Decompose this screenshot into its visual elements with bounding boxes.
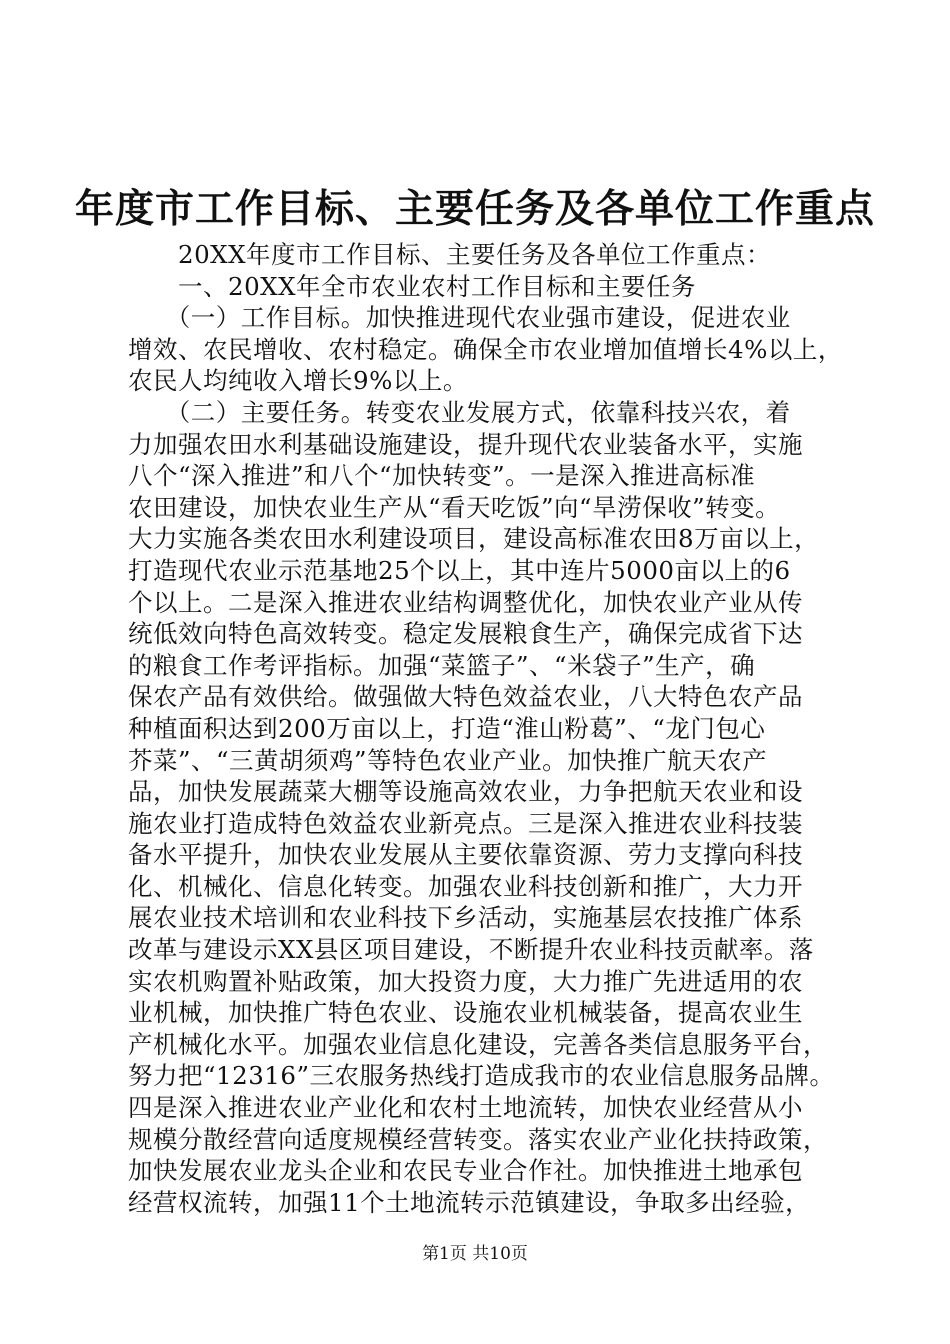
document-body <box>128 239 844 1218</box>
body-text-line: 产机械化水平。加强农业信息化建设，完善各类信息服务平台， <box>128 1029 828 1059</box>
body-text-line: 个以上。二是深入推进农业结构调整优化，加快农业产业从传 <box>128 587 803 617</box>
body-text-line: 四是深入推进农业产业化和农村土地流转，加快农业经营从小 <box>128 1093 803 1123</box>
body-text-line: 20XX年度市工作目标、主要任务及各单位工作重点： <box>128 240 772 269</box>
body-text-line: 种植面积达到200万亩以上，打造“淮山粉葛”、“龙门包心 <box>128 713 766 743</box>
body-text-line: 备水平提升，加快农业发展从主要依靠资源、劳力支撑向科技 <box>128 840 803 870</box>
body-text-line: 改革与建设示XX县区项目建设，不断提升农业科技贡献率。落 <box>128 935 814 965</box>
body-text-line: 农民人均纯收入增长9%以上。 <box>128 366 468 396</box>
body-text-line: 规模分散经营向适度规模经营转变。落实农业产业化扶持政策， <box>128 1124 828 1154</box>
body-text-line: 一、20XX年全市农业农村工作目标和主要任务 <box>128 271 697 301</box>
body-text-line: 品，加快发展蔬菜大棚等设施高效农业，力争把航天农业和设 <box>128 777 803 807</box>
body-text-line: 打造现代农业示范基地25个以上，其中连片5000亩以上的6 <box>128 555 791 585</box>
body-text-line: 化、机械化、信息化转变。加强农业科技创新和推广，大力开 <box>128 871 803 901</box>
document-title: 年度市工作目标、主要任务及各单位工作重点 <box>74 186 875 232</box>
body-text-line: 增效、农民增收、农村稳定。确保全市农业增加值增长4%以上， <box>128 334 843 364</box>
body-text-line: 业机械，加快推广特色农业、设施农业机械装备，提高农业生 <box>128 998 803 1028</box>
page-number-footer: 第1页 共10页 <box>422 1244 528 1264</box>
body-text-line: 努力把“12316”三农服务热线打造成我市的农业信息服务品牌。 <box>128 1061 835 1091</box>
body-text-line: 大力实施各类农田水利建设项目，建设高标准农田8万亩以上， <box>128 524 820 554</box>
body-text-line: 施农业打造成特色效益农业新亮点。三是深入推进农业科技装 <box>128 808 803 838</box>
body-text-line: 展农业技术培训和农业科技下乡活动，实施基层农技推广体系 <box>128 903 803 933</box>
body-text-line: （二）主要任务。转变农业发展方式，依靠科技兴农，着 <box>128 397 791 427</box>
body-text-line: 八个“深入推进”和八个“加快转变”。一是深入推进高标准 <box>128 461 756 491</box>
body-text-line: 统低效向特色高效转变。稳定发展粮食生产，确保完成省下达 <box>128 619 803 649</box>
body-text-line: 芥菜”、“三黄胡须鸡”等特色农业产业。加快推广航天农产 <box>128 745 768 775</box>
body-text-line: 力加强农田水利基础设施建设，提升现代农业装备水平，实施 <box>128 429 803 459</box>
body-text-line: 的粮食工作考评指标。加强“菜篮子”、“米袋子”生产，确 <box>128 650 756 680</box>
body-text-line: 加快发展农业龙头企业和农民专业合作社。加快推进土地承包 <box>128 1156 803 1186</box>
body-text-line: 农田建设，加快农业生产从“看天吃饭”向“旱涝保收”转变。 <box>128 492 781 522</box>
body-text-line: 经营权流转，加强11个土地流转示范镇建设，争取多出经验， <box>128 1187 811 1217</box>
body-text-line: （一）工作目标。加快推进现代农业强市建设，促进农业 <box>128 303 791 333</box>
body-text-line: 保农产品有效供给。做强做大特色效益农业，八大特色农产品 <box>128 682 803 712</box>
body-text-line: 实农机购置补贴政策，加大投资力度，大力推广先进适用的农 <box>128 966 803 996</box>
